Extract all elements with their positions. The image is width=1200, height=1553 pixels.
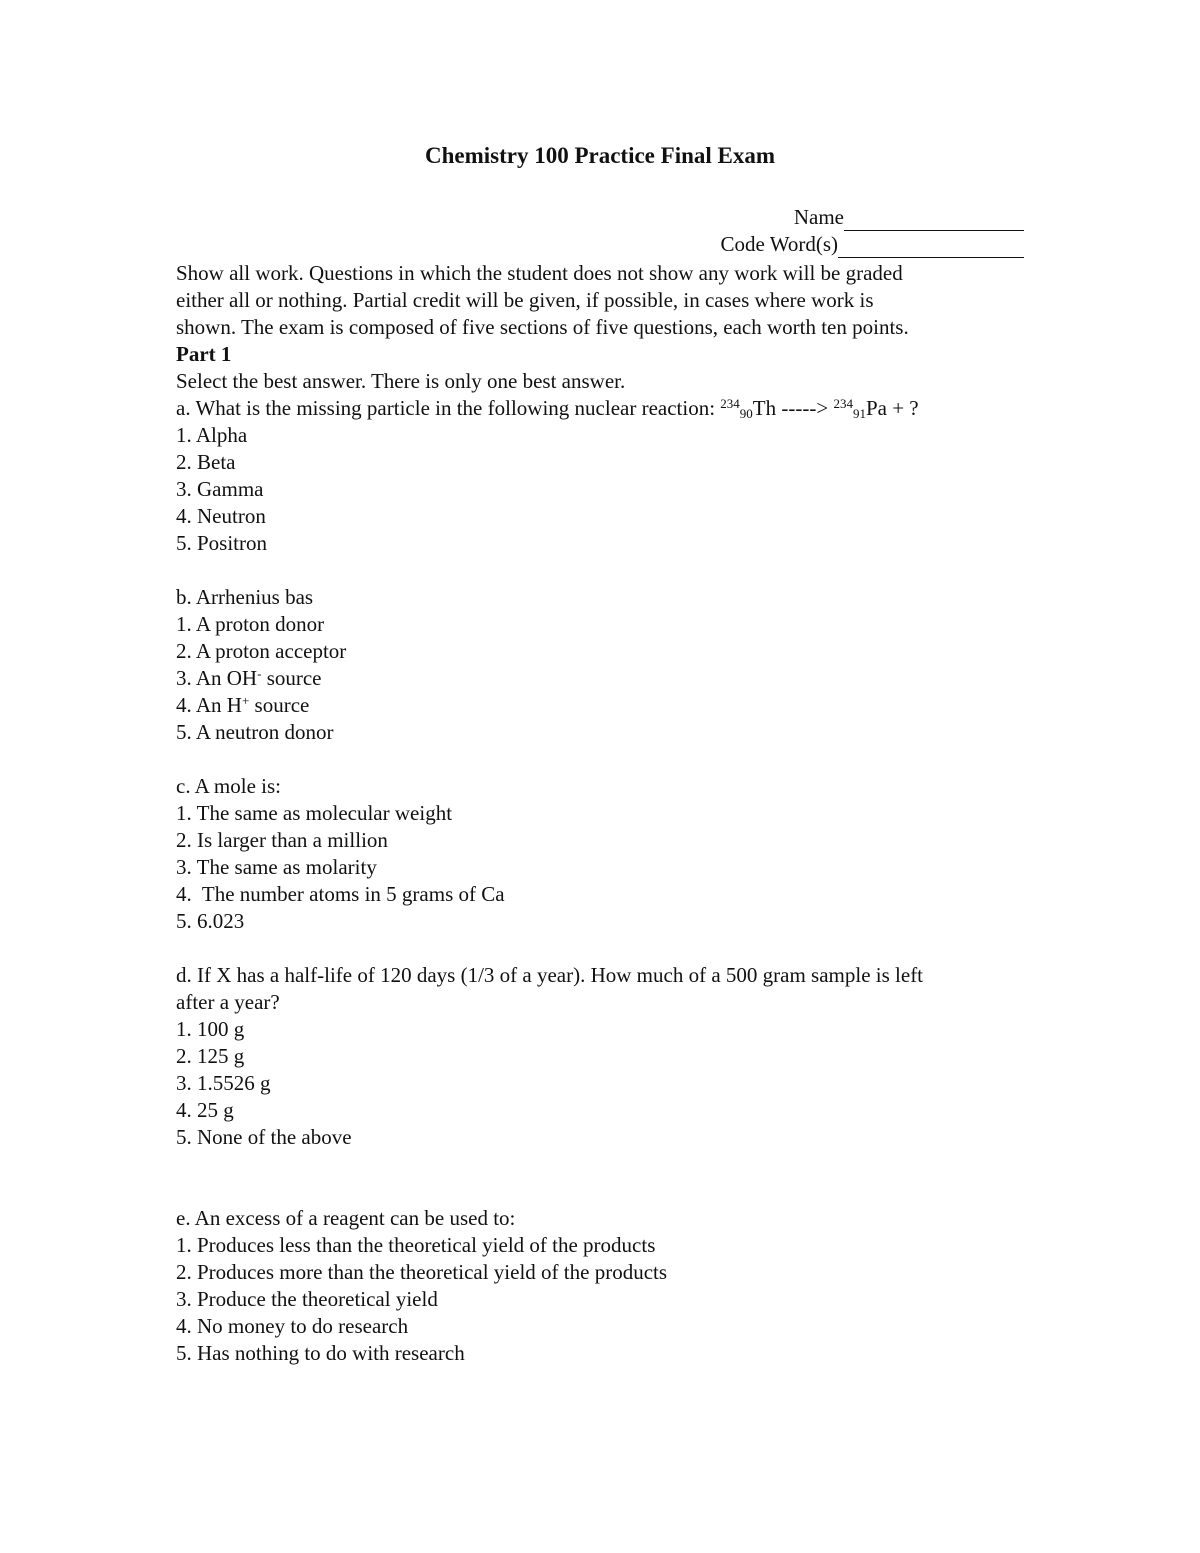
answer-option: 4. The number atoms in 5 grams of Ca bbox=[176, 882, 505, 906]
answer-option: 5. None of the above bbox=[176, 1125, 352, 1149]
answer-option: 2. 125 g bbox=[176, 1044, 245, 1068]
question-d-prompt: after a year? bbox=[176, 990, 280, 1014]
th-atomic-number: 90 bbox=[739, 406, 753, 421]
answer-option: 3. 1.5526 g bbox=[176, 1071, 271, 1095]
instructions-line: either all or nothing. Partial credit will be given, if possible, in cases where work is bbox=[176, 288, 874, 312]
part-directions: Select the best answer. There is only one best answer. bbox=[176, 369, 626, 393]
name-label: Name bbox=[793, 205, 844, 229]
code-word-label: Code Word(s) bbox=[720, 232, 838, 256]
answer-option: 5. Positron bbox=[176, 531, 268, 555]
answer-option: 1. 100 g bbox=[176, 1017, 245, 1041]
answer-option: 5. Has nothing to do with research bbox=[176, 1341, 465, 1365]
answer-option: 3. An OH- source bbox=[176, 666, 322, 690]
answer-option: 2. Produces more than the theoretical yield of the products bbox=[176, 1260, 668, 1284]
instructions-line: Show all work. Questions in which the student does not show any work will be graded bbox=[176, 261, 903, 285]
exam-title: Chemistry 100 Practice Final Exam bbox=[424, 143, 776, 168]
question-d-prompt: d. If X has a half-life of 120 days (1/3 of a year). How much of a 500 gram sample is left bbox=[176, 963, 924, 987]
code-word-blank[interactable] bbox=[838, 237, 1024, 258]
question-a-prompt: a. What is the missing particle in the following nuclear reaction: $^{234}_{90}$Th -----> $^{234}_{91}$Pa + ? bbox=[176, 396, 919, 421]
question-b-prompt: b. Arrhenius bas bbox=[176, 585, 314, 609]
answer-option: 2. Is larger than a million bbox=[176, 828, 388, 852]
answer-option: 2. A proton acceptor bbox=[176, 639, 347, 663]
answer-option: 2. Beta bbox=[176, 450, 236, 474]
answer-option: 1. Produces less than the theoretical yield of the products bbox=[176, 1233, 656, 1257]
answer-option: 1. The same as molecular weight bbox=[176, 801, 453, 825]
answer-option: 5. A neutron donor bbox=[176, 720, 334, 744]
answer-option: 4. Neutron bbox=[176, 504, 266, 528]
answer-option: 5. 6.023 bbox=[176, 909, 245, 933]
question-c-prompt: c. A mole is: bbox=[176, 774, 281, 798]
exam-body bbox=[176, 260, 1036, 1367]
answer-option: 3. Produce the theoretical yield bbox=[176, 1287, 438, 1311]
pa-mass-number: 234 bbox=[833, 396, 853, 411]
part-heading: Part 1 bbox=[176, 342, 232, 366]
answer-option: 4. No money to do research bbox=[176, 1314, 409, 1338]
answer-option: 4. 25 g bbox=[176, 1098, 234, 1122]
answer-option: 3. The same as molarity bbox=[176, 855, 377, 879]
answer-option: 1. A proton donor bbox=[176, 612, 325, 636]
answer-option: 1. Alpha bbox=[176, 423, 248, 447]
th-mass-number: 234 bbox=[720, 396, 740, 411]
instructions-line: shown. The exam is composed of five sections of five questions, each worth ten points. bbox=[176, 315, 909, 339]
answer-option: 4. An H+ source bbox=[176, 693, 310, 717]
name-blank[interactable] bbox=[844, 210, 1024, 231]
code-word-field bbox=[721, 231, 1025, 258]
answer-option: 3. Gamma bbox=[176, 477, 264, 501]
question-e-prompt: e. An excess of a reagent can be used to: bbox=[176, 1206, 516, 1230]
pa-atomic-number: 91 bbox=[852, 406, 866, 421]
name-field bbox=[794, 204, 1024, 231]
